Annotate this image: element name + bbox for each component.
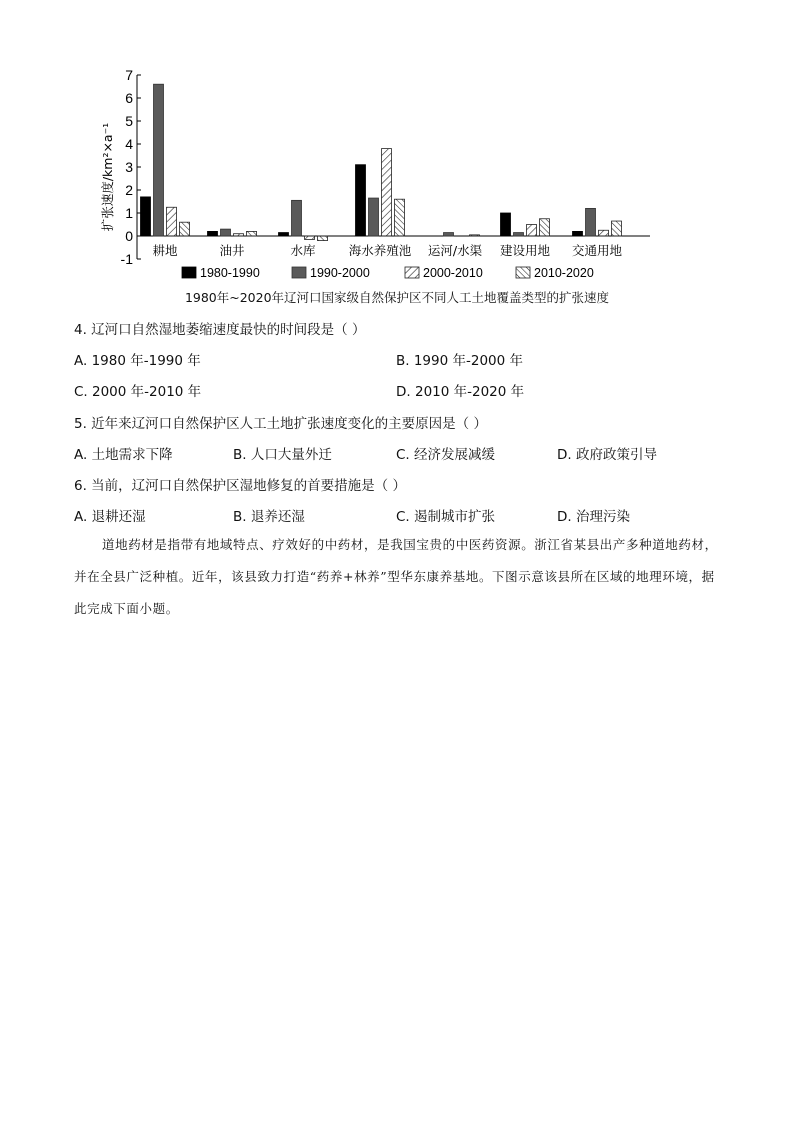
y-tick-label: 6 <box>125 90 133 106</box>
y-tick-label: 1 <box>125 205 133 221</box>
q6-option-c: C. 遏制城市扩张 <box>396 509 496 525</box>
y-tick-label: 4 <box>125 136 133 152</box>
chart-caption: 1980年~2020年辽河口国家级自然保护区不同人工土地覆盖类型的扩张速度 <box>184 290 610 305</box>
bar <box>305 236 315 239</box>
bar <box>154 84 164 236</box>
bar <box>501 213 511 236</box>
q4-option-a: A. 1980 年-1990 年 <box>74 353 201 369</box>
bar <box>247 231 257 236</box>
bar <box>208 231 218 236</box>
legend-swatch <box>405 267 419 278</box>
legend-swatch <box>516 267 530 278</box>
y-tick-label: 7 <box>125 67 133 83</box>
category-label: 耕地 <box>152 243 178 258</box>
legend-label: 1980-1990 <box>200 266 260 280</box>
y-axis-label: 扩张速度/km²×a⁻¹ <box>100 122 115 232</box>
category-label: 运河/水渠 <box>427 243 483 258</box>
bar <box>514 233 524 236</box>
bar <box>540 219 550 236</box>
legend-label: 2000-2010 <box>423 266 483 280</box>
category-label: 交通用地 <box>571 243 623 258</box>
y-tick-label: 0 <box>125 228 133 244</box>
bar <box>369 198 379 236</box>
legend-swatch <box>182 267 196 278</box>
intro-paragraph: 道地药材是指带有地域特点、疗效好的中药材，是我国宝贵的中医药资源。浙江省某县出产多种道地药材，并在全县广泛种植。近年，该县致力打造“药养+林养”型华东康养基地。下图示意该县所在区域的地理环境，据此完成下面小题。 <box>74 537 718 616</box>
category-label: 油井 <box>219 243 245 258</box>
bar <box>292 200 302 236</box>
q4-option-c: C. 2000 年-2010 年 <box>74 384 202 400</box>
bar <box>180 222 190 236</box>
bar <box>586 208 596 236</box>
bar-chart <box>100 62 680 288</box>
q5-option-c: C. 经济发展减缓 <box>396 447 496 463</box>
bar <box>599 230 609 236</box>
bar <box>612 221 622 236</box>
question-4: 4. 辽河口自然湿地萎缩速度最快的时间段是（ ） <box>74 322 366 338</box>
category-label: 水库 <box>290 243 316 258</box>
q6-option-b: B. 退养还湿 <box>233 509 305 525</box>
bar <box>527 225 537 237</box>
y-tick-label: 3 <box>125 159 133 175</box>
legend-label: 1990-2000 <box>310 266 370 280</box>
y-tick-label: 2 <box>125 182 133 198</box>
y-tick-label: -1 <box>120 251 133 267</box>
y-tick-label: 5 <box>125 113 133 129</box>
bar <box>470 235 480 236</box>
q4-option-b: B. 1990 年-2000 年 <box>396 353 524 369</box>
bar <box>167 207 177 236</box>
bar <box>279 233 289 236</box>
q5-option-d: D. 政府政策引导 <box>557 447 657 463</box>
q6-option-a: A. 退耕还湿 <box>74 509 146 525</box>
bar <box>318 236 328 241</box>
bar <box>221 229 231 236</box>
bar <box>356 165 366 236</box>
q4-option-d: D. 2010 年-2020 年 <box>396 384 525 400</box>
bar <box>141 197 151 236</box>
bar <box>395 199 405 236</box>
question-6: 6. 当前，辽河口自然保护区湿地修复的首要措施是（ ） <box>74 478 406 494</box>
bar <box>234 234 244 236</box>
q6-option-d: D. 治理污染 <box>557 509 630 525</box>
bar <box>573 231 583 236</box>
legend-label: 2010-2020 <box>534 266 594 280</box>
q5-option-a: A. 土地需求下降 <box>74 447 173 463</box>
bar <box>382 149 392 236</box>
q5-option-b: B. 人口大量外迁 <box>233 447 332 463</box>
question-5: 5. 近年来辽河口自然保护区人工土地扩张速度变化的主要原因是（ ） <box>74 416 487 432</box>
legend-swatch <box>292 267 306 278</box>
category-label: 海水养殖池 <box>348 243 412 258</box>
bar <box>444 233 454 236</box>
category-label: 建设用地 <box>499 243 551 258</box>
